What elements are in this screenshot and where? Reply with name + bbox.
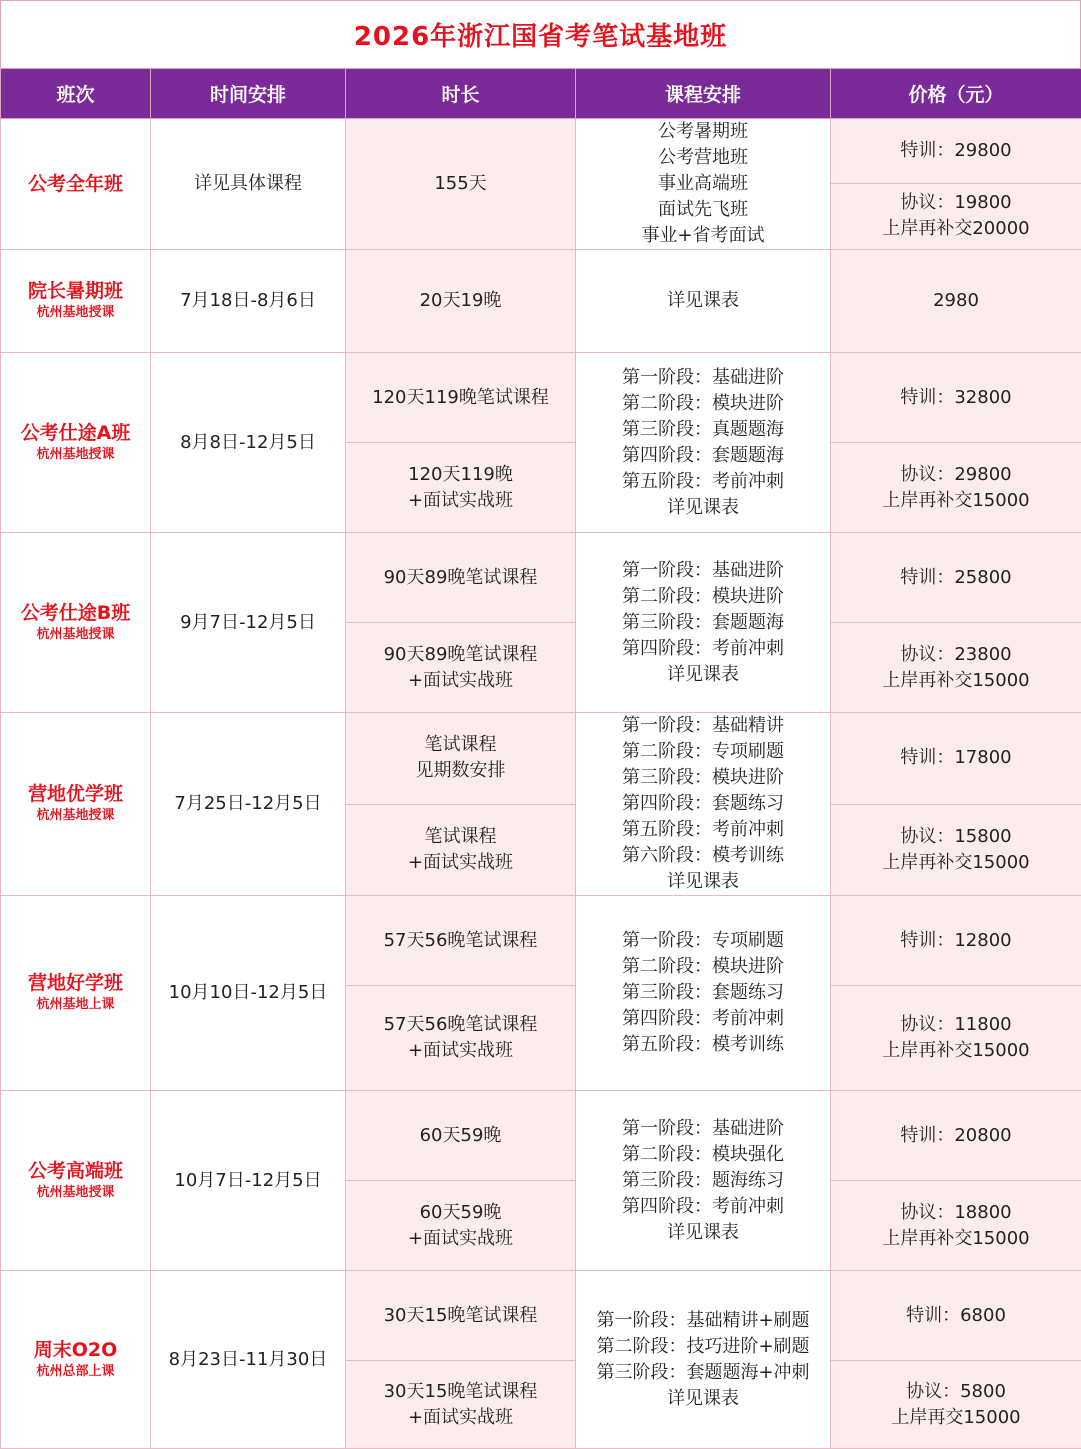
price-cell: 协议：15800 上岸再补交15000 — [831, 804, 1081, 896]
header-duration: 时长 — [346, 69, 576, 119]
class-cell — [1, 250, 151, 353]
schedule-table — [0, 68, 1081, 1449]
courses-cell: 第一阶段：基础进阶 第二阶段：模块进阶 第三阶段：真题题海 第四阶段：套题题海 第五阶段：考前冲刺 详见课表 — [576, 353, 831, 533]
duration-cell: 90天89晚笔试课程 +面试实战班 — [346, 623, 576, 713]
class-name: 周末O2O — [1, 1338, 150, 1362]
time-cell: 8月23日-11月30日 — [151, 1271, 346, 1449]
header-time: 时间安排 — [151, 69, 346, 119]
price-cell: 特训：25800 — [831, 533, 1081, 623]
price-cell: 协议：5800 上岸再交15000 — [831, 1361, 1081, 1449]
price-cell: 协议：18800 上岸再补交15000 — [831, 1181, 1081, 1271]
class-location: 杭州基地授课 — [1, 806, 150, 826]
class-cell — [1, 713, 151, 896]
header-class: 班次 — [1, 69, 151, 119]
table-row — [1, 533, 1081, 623]
class-name: 院长暑期班 — [1, 279, 150, 303]
table-row — [1, 713, 1081, 805]
price-cell: 协议：29800 上岸再补交15000 — [831, 443, 1081, 533]
duration-cell: 30天15晚笔试课程 +面试实战班 — [346, 1361, 576, 1449]
courses-cell: 第一阶段：专项刷题 第二阶段：模块进阶 第三阶段：套题练习 第四阶段：考前冲刺 第五阶段：模考训练 — [576, 896, 831, 1091]
class-location: 杭州基地上课 — [1, 995, 150, 1015]
header-row — [1, 69, 1081, 119]
price-cell: 特训：12800 — [831, 896, 1081, 986]
table-row — [1, 896, 1081, 986]
header-price: 价格（元） — [831, 69, 1081, 119]
duration-cell: 60天59晚 — [346, 1091, 576, 1181]
class-cell — [1, 896, 151, 1091]
duration-cell: 30天15晚笔试课程 — [346, 1271, 576, 1361]
price-cell: 协议：19800 上岸再补交20000 — [831, 183, 1081, 249]
time-cell: 8月8日-12月5日 — [151, 353, 346, 533]
duration-cell: 笔试课程 见期数安排 — [346, 713, 576, 805]
duration-cell: 57天56晚笔试课程 — [346, 896, 576, 986]
class-cell — [1, 533, 151, 713]
courses-cell: 第一阶段：基础精讲 第二阶段：专项刷题 第三阶段：模块进阶 第四阶段：套题练习 第五阶段：考前冲刺 第六阶段：模考训练 详见课表 — [576, 713, 831, 896]
class-location: 杭州总部上课 — [1, 1362, 150, 1382]
duration-cell: 笔试课程 +面试实战班 — [346, 804, 576, 896]
class-location: 杭州基地授课 — [1, 625, 150, 645]
price-cell: 特训：6800 — [831, 1271, 1081, 1361]
price-cell: 协议：11800 上岸再补交15000 — [831, 986, 1081, 1091]
time-cell: 10月10日-12月5日 — [151, 896, 346, 1091]
class-cell — [1, 119, 151, 250]
title-bar — [0, 0, 1081, 68]
duration-cell: 120天119晚 +面试实战班 — [346, 443, 576, 533]
duration-cell: 155天 — [346, 119, 576, 250]
time-cell: 详见具体课程 — [151, 119, 346, 250]
class-name: 公考仕途A班 — [1, 421, 150, 445]
duration-cell: 57天56晚笔试课程 +面试实战班 — [346, 986, 576, 1091]
class-location: 杭州基地授课 — [1, 1183, 150, 1203]
price-cell: 特训：20800 — [831, 1091, 1081, 1181]
class-location: 杭州基地授课 — [1, 445, 150, 465]
time-cell: 7月18日-8月6日 — [151, 250, 346, 353]
page-title: 2026年浙江国省考笔试基地班 — [354, 16, 727, 53]
table-row — [1, 1091, 1081, 1181]
courses-cell: 第一阶段：基础进阶 第二阶段：模块强化 第三阶段：题海练习 第四阶段：考前冲刺 详见课表 — [576, 1091, 831, 1271]
class-cell — [1, 1271, 151, 1449]
courses-cell: 详见课表 — [576, 250, 831, 353]
table-row — [1, 1271, 1081, 1361]
table-row — [1, 353, 1081, 443]
price-cell: 协议：23800 上岸再补交15000 — [831, 623, 1081, 713]
class-cell — [1, 1091, 151, 1271]
class-name: 营地优学班 — [1, 782, 150, 806]
class-name: 公考全年班 — [1, 172, 150, 196]
duration-cell: 20天19晚 — [346, 250, 576, 353]
time-cell: 7月25日-12月5日 — [151, 713, 346, 896]
price-cell: 特训：17800 — [831, 713, 1081, 805]
duration-cell: 90天89晚笔试课程 — [346, 533, 576, 623]
class-name: 公考高端班 — [1, 1159, 150, 1183]
class-name: 公考仕途B班 — [1, 601, 150, 625]
time-cell: 9月7日-12月5日 — [151, 533, 346, 713]
class-location: 杭州基地授课 — [1, 303, 150, 323]
price-cell: 2980 — [831, 250, 1081, 353]
header-courses: 课程安排 — [576, 69, 831, 119]
price-cell: 特训：29800 — [831, 119, 1081, 184]
duration-cell: 120天119晚笔试课程 — [346, 353, 576, 443]
courses-cell: 第一阶段：基础精讲+刷题 第二阶段：技巧进阶+刷题 第三阶段：套题题海+冲刺 详见课表 — [576, 1271, 831, 1449]
class-name: 营地好学班 — [1, 971, 150, 995]
time-cell: 10月7日-12月5日 — [151, 1091, 346, 1271]
table-row — [1, 250, 1081, 353]
courses-cell: 第一阶段：基础进阶 第二阶段：模块进阶 第三阶段：套题题海 第四阶段：考前冲刺 详见课表 — [576, 533, 831, 713]
price-cell: 特训：32800 — [831, 353, 1081, 443]
class-cell — [1, 353, 151, 533]
courses-cell: 公考暑期班 公考营地班 事业高端班 面试先飞班 事业+省考面试 — [576, 119, 831, 250]
table-row — [1, 119, 1081, 184]
duration-cell: 60天59晚 +面试实战班 — [346, 1181, 576, 1271]
